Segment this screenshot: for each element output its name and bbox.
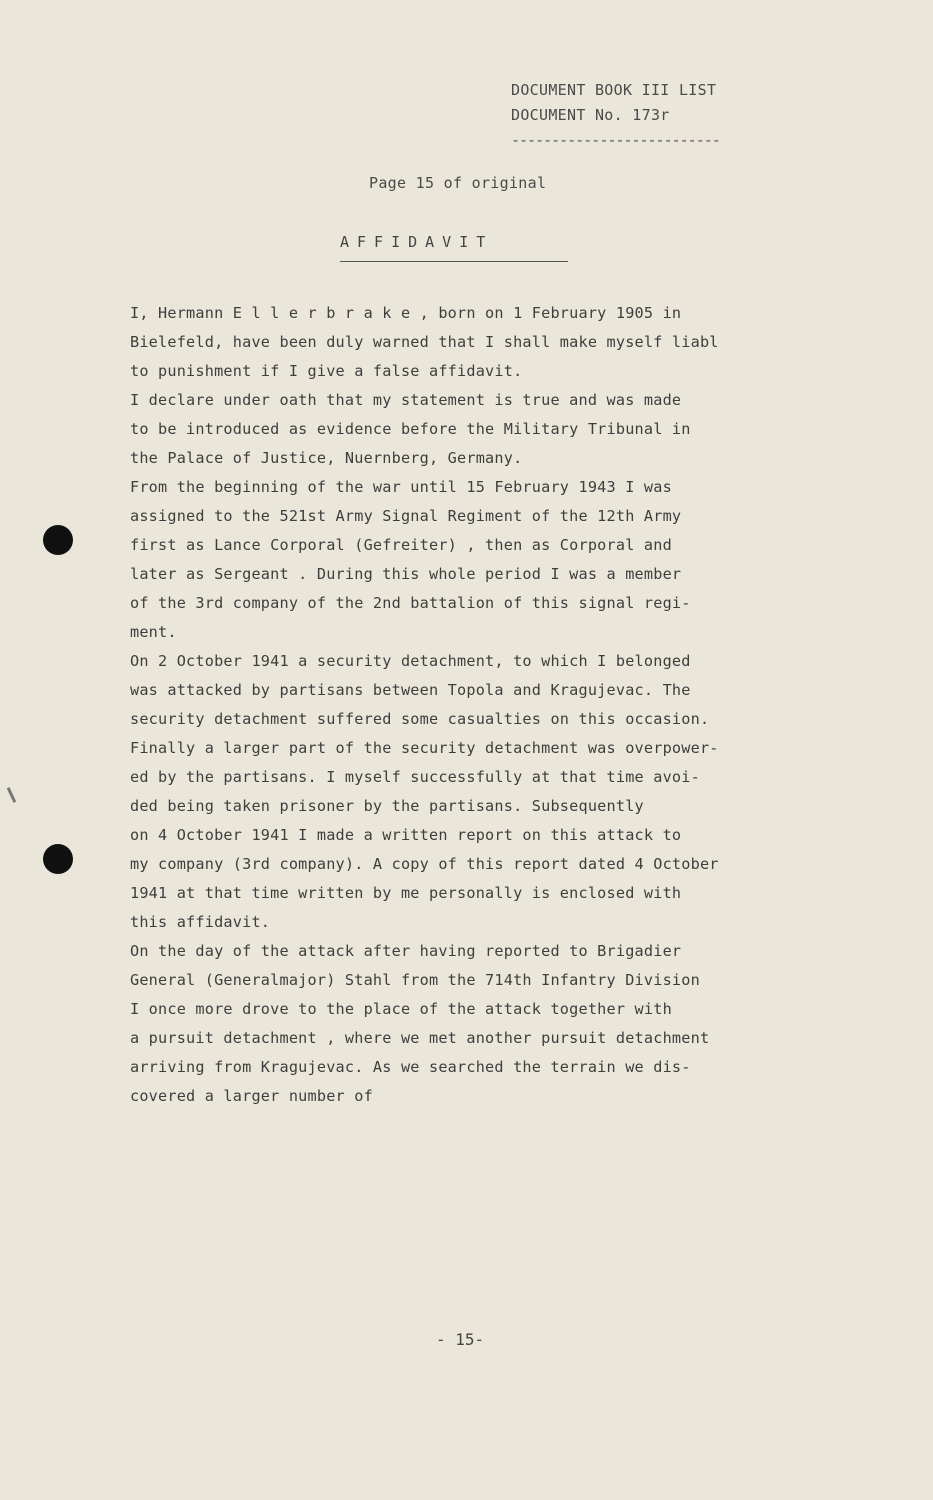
- page-number: - 15-: [436, 1330, 485, 1349]
- margin-mark: [7, 787, 16, 803]
- document-number: DOCUMENT No. 173r: [511, 106, 670, 124]
- body-line: arriving from Kragujevac. As we searched the terrain we dis-: [130, 1058, 691, 1076]
- body-line: was attacked by partisans between Topola and Kragujevac. The: [130, 681, 691, 699]
- body-line: I once more drove to the place of the attack together with: [130, 1000, 672, 1018]
- body-line: to punishment if I give a false affidavit.: [130, 362, 523, 380]
- document-header: [511, 78, 720, 153]
- header-rule: --------------------------: [511, 131, 720, 149]
- punch-hole: [43, 525, 73, 555]
- body-line: later as Sergeant . During this whole period I was a member: [130, 565, 682, 583]
- body-line: I declare under oath that my statement is true and was made: [130, 391, 682, 409]
- document-title: AFFIDAVIT: [340, 233, 494, 251]
- body-line: ed by the partisans. I myself successfully at that time avoi-: [130, 768, 700, 786]
- body-line: assigned to the 521st Army Signal Regiment of the 12th Army: [130, 507, 682, 525]
- body-line: On 2 October 1941 a security detachment, to which I belonged: [130, 652, 691, 670]
- body-line: on 4 October 1941 I made a written report on this attack to: [130, 826, 682, 844]
- document-book-label: DOCUMENT BOOK III LIST: [511, 81, 717, 99]
- body-line: this affidavit.: [130, 913, 271, 931]
- body-line: ded being taken prisoner by the partisans. Subsequently: [130, 797, 644, 815]
- body-line: Bielefeld, have been duly warned that I shall make myself liabl: [130, 333, 719, 351]
- title-underline: [340, 261, 568, 262]
- body-line: first as Lance Corporal (Gefreiter) , then as Corporal and: [130, 536, 672, 554]
- body-line: the Palace of Justice, Nuernberg, Germany.: [130, 449, 523, 467]
- body-line: covered a larger number of: [130, 1087, 373, 1105]
- body-line: security detachment suffered some casualties on this occasion.: [130, 710, 710, 728]
- body-line: 1941 at that time written by me personally is enclosed with: [130, 884, 682, 902]
- punch-hole: [43, 844, 73, 874]
- body-line: my company (3rd company). A copy of this report dated 4 October: [130, 855, 719, 873]
- body-line: Finally a larger part of the security detachment was overpower-: [130, 739, 719, 757]
- body-line: of the 3rd company of the 2nd battalion of this signal regi-: [130, 594, 691, 612]
- body-line: ment.: [130, 623, 177, 641]
- body-line: On the day of the attack after having reported to Brigadier: [130, 942, 682, 960]
- body-line: to be introduced as evidence before the Military Tribunal in: [130, 420, 691, 438]
- body-line: From the beginning of the war until 15 February 1943 I was: [130, 478, 672, 496]
- body-line: General (Generalmajor) Stahl from the 714th Infantry Division: [130, 971, 700, 989]
- page-reference: Page 15 of original: [369, 174, 547, 192]
- affidavit-body: [130, 299, 890, 1111]
- body-line: a pursuit detachment , where we met another pursuit detachment: [130, 1029, 710, 1047]
- body-line: I, Hermann E l l e r b r a k e , born on 1 February 1905 in: [130, 304, 682, 322]
